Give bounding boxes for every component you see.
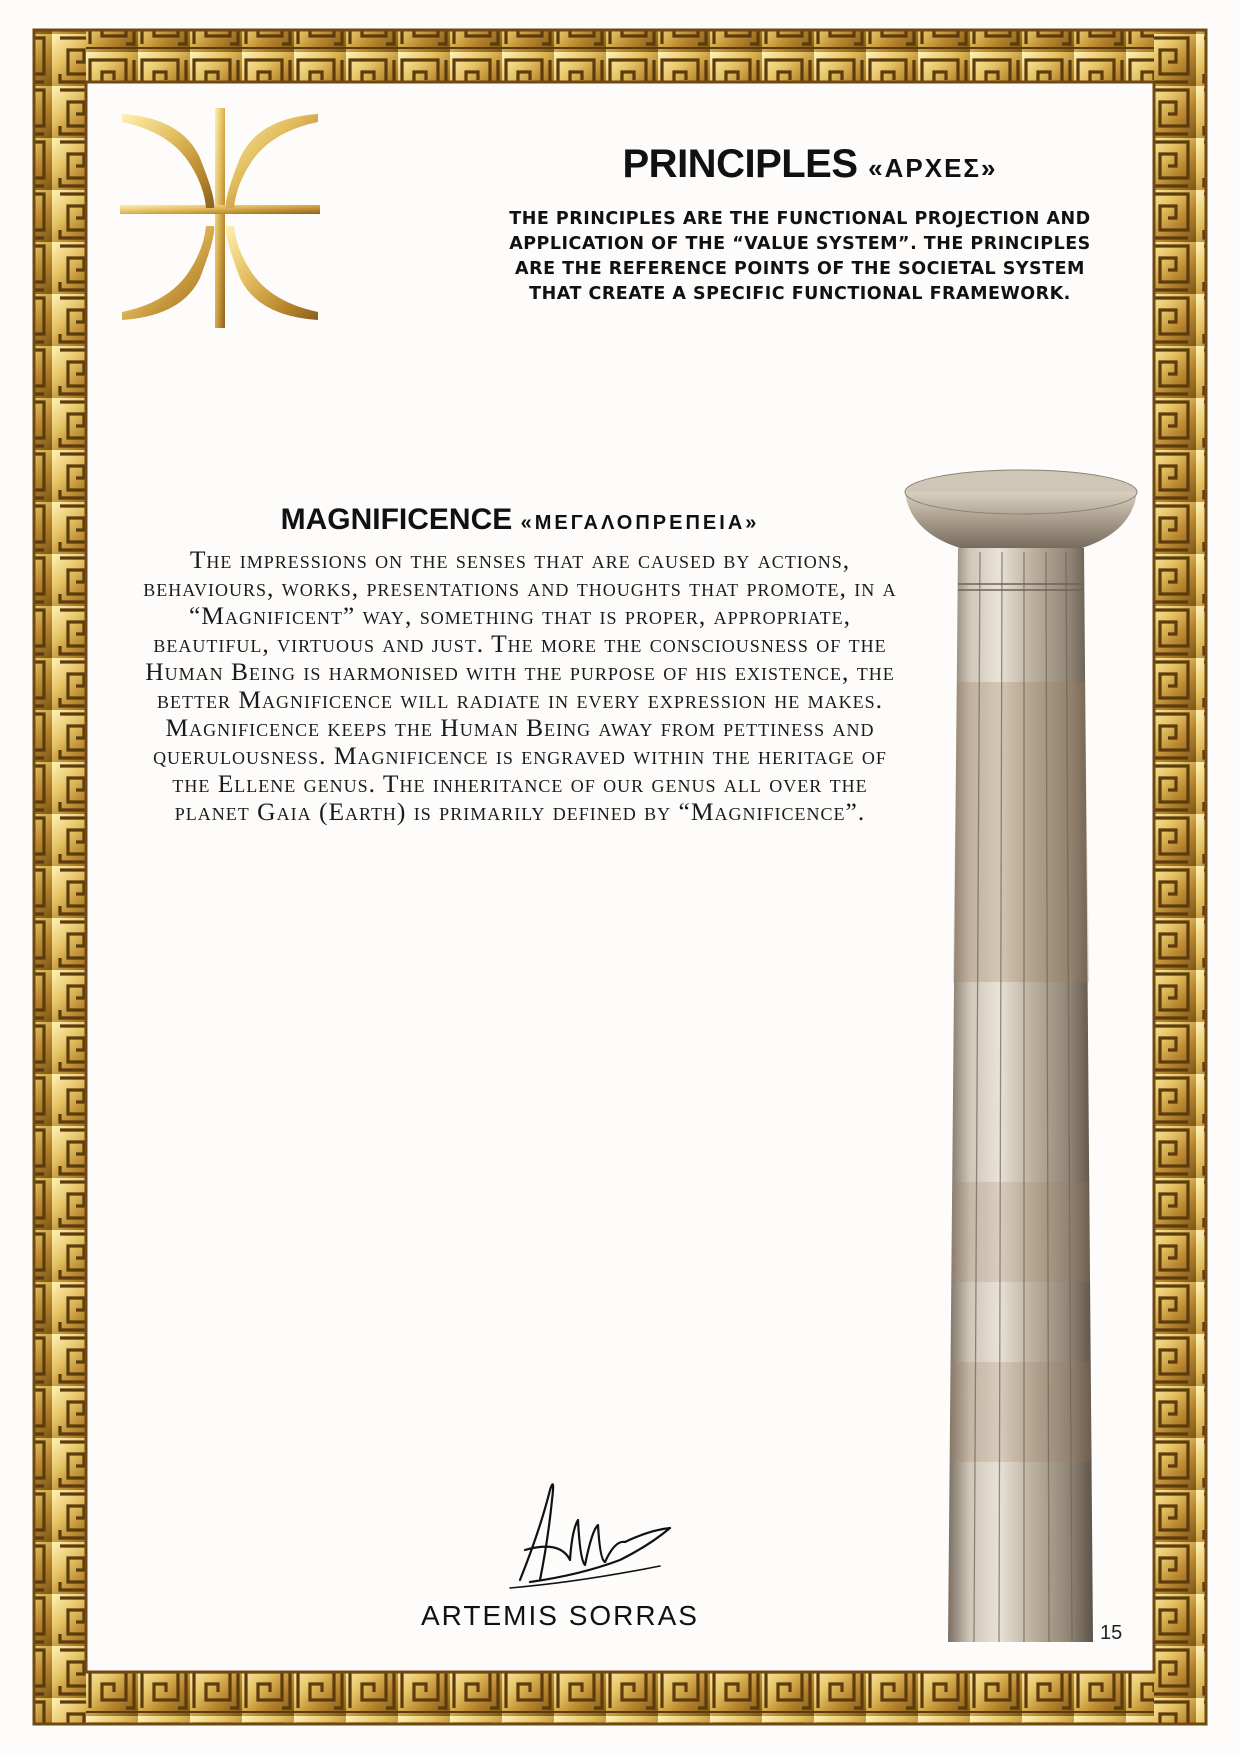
section-body: The impressions on the senses that are caused by actions, behaviours, works, presentations and thoughts that promote, in a “Magnificent” way, something that is proper, appropriate, beautiful, virtuous and just. The more the consciousness of the Human Being is harmonised with the purpose of his existence, the better Magnificence will radiate in every expression he makes. Magnificence keeps the Human Being away from pettiness and querulousness. Magnificence is engraved within the heritage of the Ellene genus. The inheritance of our genus all over the planet Gaia (Earth) is primarily defined by “Magnificence”.: [143, 545, 897, 826]
author-name: ARTEMIS SORRAS: [421, 1600, 699, 1631]
doric-column-image: [900, 462, 1142, 1642]
emblem-icon: [120, 108, 320, 328]
title-greek: «ΑΡΧΕΣ»: [868, 153, 998, 183]
intro-paragraph: THE PRINCIPLES ARE THE FUNCTIONAL PROJECTION AND APPLICATION OF THE “VALUE SYSTEM”. THE PRINCIPLES ARE THE REFERENCE POINTS OF THE SOCIETAL SYSTEM THAT CREATE A SPECIFIC FUNCTIONAL FRAMEWORK.: [509, 209, 1091, 304]
section-title-text: MAGNIFICENCE: [280, 503, 513, 536]
page-title: [560, 142, 1060, 187]
title-text: PRINCIPLES: [622, 142, 858, 186]
page-number: 15: [1100, 1622, 1123, 1644]
section-title: [150, 503, 890, 537]
signature-image: [500, 1470, 680, 1600]
section-title-greek: «ΜΕΓΑΛΟΠΡΕΠΕΙΑ»: [520, 512, 760, 534]
